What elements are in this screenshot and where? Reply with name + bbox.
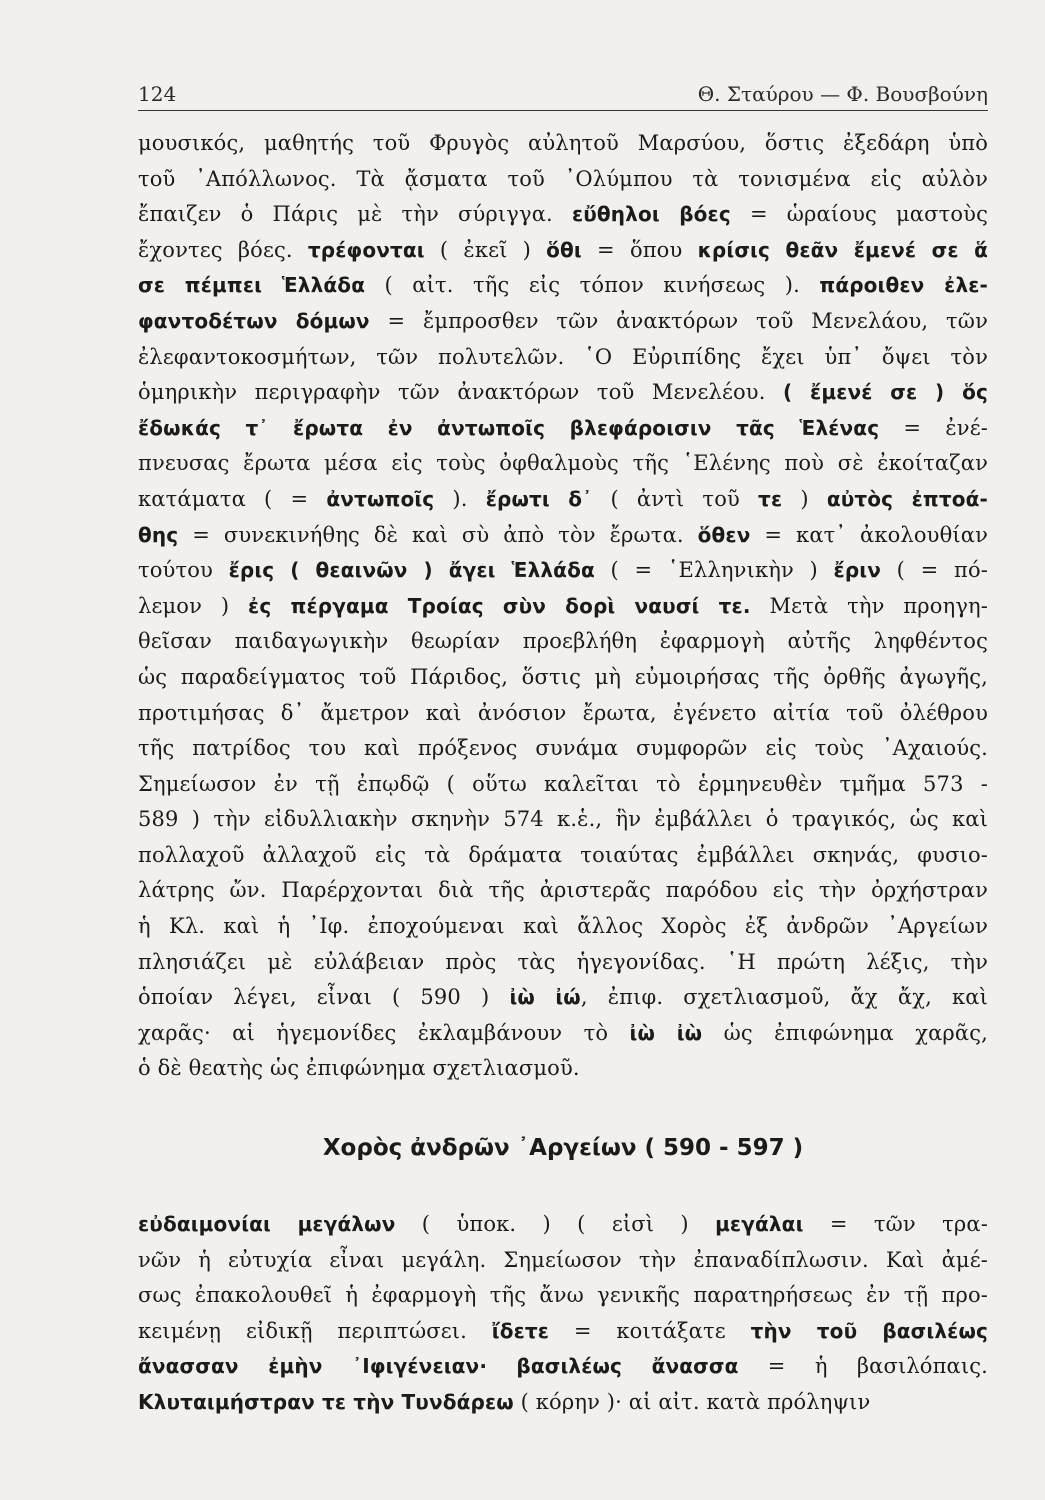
lemma-text: εὐδαιμονίαι μεγάλων	[138, 1212, 396, 1236]
lemma-text: ἔρωτι δ᾿	[485, 486, 593, 511]
gloss-text: ( ἀντὶ τοῦ	[592, 486, 759, 511]
gloss-text: ὁ δὲ θεατὴς ὡς ἐπιφώνημα σχετλιασμοῦ.	[138, 1056, 580, 1081]
lemma-text: ( ἔμενέ σε ) ὅς	[783, 380, 988, 405]
text-line	[138, 446, 988, 482]
gloss-text: κατάματα ( =	[138, 486, 327, 511]
gloss-text: = ὅπου	[581, 237, 698, 262]
text-line	[138, 1051, 988, 1087]
gloss-text: ἔχοντες βόες.	[138, 237, 308, 262]
gloss-text: λάτρης ὤν. Παρέρχονται διὰ τῆς ἀριστερᾶς παρόδου εἰς τὴν ὀρχήστραν	[138, 878, 988, 903]
gloss-text: χαρᾶς· αἱ ἡγεμονίδες ἐκλαμβάνουν τὸ	[138, 1020, 630, 1045]
gloss-text: τούτου	[138, 558, 229, 583]
header-rule	[138, 110, 988, 111]
lemma-text: τε	[758, 486, 783, 511]
text-line	[138, 553, 988, 589]
lemma-text: εὔθηλοι βόες	[571, 202, 731, 227]
lemma-text: ἰὼ ἰὼ	[629, 1020, 703, 1045]
text-line	[138, 909, 988, 945]
gloss-text: ( = ῾Ελληνικὴν )	[594, 558, 834, 583]
gloss-text: μουσικός, μαθητής τοῦ Φρυγὸς αὐλητοῦ Μαρσύου, ὅστις ἐξεδάρη ὑπὸ	[138, 131, 988, 155]
gloss-text: ἡ Κλ. καὶ ἡ ᾿Ιφ. ἐποχούμεναι καὶ ἄλλος Χορὸς ἐξ ἀνδρῶν ᾿Αργείων	[138, 914, 988, 939]
section-title: Χορὸς ἀνδρῶν ᾿Αργείων ( 590 - 597 )	[322, 1135, 804, 1161]
gloss-text: = κοιτάξατε	[549, 1318, 751, 1343]
gloss-text: προτιμήσας δ᾿ ἄμετρον καὶ ἀνόσιον ἔρωτα, ἐγένετο αἰτία τοῦ ὀλέθρου	[138, 700, 988, 725]
text-line	[138, 162, 988, 198]
lemma-text: Κλυταιμήστραν τε τὴν Τυνδάρεω	[138, 1389, 514, 1414]
lemma-text: ἄνασσαν ἐμὴν ᾿Ιφιγένειαν·	[138, 1354, 488, 1379]
gloss-text: = κατ᾿ ἀκολουθίαν	[750, 522, 988, 547]
text-line	[138, 411, 988, 447]
gloss-text: ( ἐκεῖ )	[424, 237, 547, 262]
gloss-text: = ἔμπροσθεν τῶν ἀνακτόρων τοῦ Μενελάου, τῶν	[369, 308, 988, 333]
text-line	[138, 304, 988, 340]
text-line	[138, 268, 988, 304]
lemma-text: βασιλέως ἄνασσα	[516, 1354, 739, 1379]
gloss-text: = τῶν τρα-	[803, 1212, 988, 1236]
gloss-text: , ἐπιφ. σχετλιασμοῦ, ἄχ ἄχ, καὶ	[580, 985, 988, 1010]
text-line	[138, 980, 988, 1016]
lemma-text: ἔρις ( θεαινῶν ) ἄγει Ἑλλάδα	[228, 558, 595, 583]
text-line	[138, 1016, 988, 1052]
gloss-text: πνευσας ἔρωτα μέσα εἰς τοὺς ὀφθαλμοὺς τῆς ῾Ελένης ποὺ σὲ ἐκοίταζαν	[138, 451, 988, 476]
gloss-text: τῆς πατρίδος του καὶ πρόξενος συνάμα συμφορῶν εἰς τοὺς ᾿Αχαιούς.	[138, 736, 988, 761]
text-line	[138, 838, 988, 874]
gloss-text: θεῖσαν παιδαγωγικὴν θεωρίαν προεβλήθη ἐφαρμογὴ αὐτῆς ληφθέντος	[138, 629, 988, 654]
lemma-text: τὴν τοῦ βασιλέως	[750, 1318, 988, 1343]
gloss-text: ἔπαιζεν ὁ Πάρις μὲ τὴν σύριγγα.	[138, 202, 572, 227]
lemma-text: ἴδετε	[491, 1318, 550, 1343]
page-header	[138, 72, 988, 106]
lemma-text: πάροιθεν ἐλε-	[819, 273, 988, 298]
gloss-text: ὁποίαν λέγει, εἶναι ( 590 )	[138, 985, 510, 1010]
text-line	[138, 873, 988, 909]
gloss-text: νῶν ἡ εὐτυχία εἶναι μεγάλη. Σημείωσον τὴν ἐπαναδίπλωσιν. Καὶ ἀμέ-	[138, 1247, 988, 1272]
text-line	[138, 624, 988, 660]
lemma-text: ἀντωποῖς	[326, 486, 435, 511]
gloss-text: ( αἰτ. τῆς εἰς τόπον κινήσεως ).	[365, 273, 820, 298]
gloss-text: ( ὑποκ. ) ( εἰσὶ )	[395, 1212, 716, 1236]
gloss-text	[487, 1354, 516, 1378]
gloss-text: τοῦ ᾿Απόλλωνος. Τὰ ᾄσματα τοῦ ᾿Ολύμπου τὰ τονισμένα εἰς αὐλὸν	[138, 166, 988, 191]
text-line	[138, 126, 988, 162]
lemma-text: ἔδωκάς τ᾿ ἔρωτα ἐν ἀντωποῖς βλεφάροισιν τᾶς Ἑλένας	[138, 415, 880, 440]
text-line	[138, 518, 988, 554]
text-line	[138, 767, 988, 803]
lemma-text: θης	[138, 522, 179, 547]
text-line	[138, 375, 988, 411]
lemma-text: μεγάλαι	[715, 1212, 804, 1236]
gloss-text: = ἡ βασιλόπαις.	[738, 1354, 988, 1379]
text-line	[138, 945, 988, 981]
gloss-text: ).	[434, 486, 486, 511]
gloss-text: κειμένῃ εἰδικῇ περιπτώσει.	[138, 1318, 492, 1343]
text-line	[138, 197, 988, 233]
lemma-text: σε πέμπει Ἑλλάδα	[138, 273, 366, 298]
gloss-text: λεμον )	[138, 593, 249, 618]
text-line	[138, 589, 988, 625]
gloss-text: ὁμηρικὴν περιγραφὴν τῶν ἀνακτόρων τοῦ Μενελέου.	[138, 380, 783, 405]
text-line	[138, 1314, 988, 1350]
lemma-text: ὅθεν	[697, 522, 751, 547]
lemma-text: τρέφονται	[307, 237, 425, 262]
lemma-text: ἔριν	[833, 558, 881, 583]
gloss-text: ἐλεφαντοκοσμήτων, τῶν πολυτελῶν. ῾Ο Εὐριπίδης ἔχει ὑπ᾿ ὄψει τὸν	[138, 344, 988, 369]
gloss-text: ( κόρην )· αἱ αἰτ. κατὰ πρόληψιν	[513, 1389, 871, 1414]
gloss-text: ( = πό-	[881, 558, 988, 583]
text-line	[138, 1385, 988, 1421]
lemma-text: φαντοδέτων δόμων	[138, 308, 370, 333]
gloss-text: Σημείωσον ἐν τῇ ἐπῳδῷ ( οὕτω καλεῖται τὸ ἑρμηνευθὲν τμῆμα 573 -	[138, 771, 988, 796]
lemma-text: αὐτὸς ἐπτοά-	[826, 486, 988, 511]
gloss-text: = ἐνέ-	[879, 415, 988, 440]
gloss-text: = ὡραίους μαστοὺς	[730, 202, 988, 227]
gloss-text: )	[782, 486, 827, 511]
running-title: Θ. Σταύρου — Φ. Βουσβούνη	[697, 82, 988, 106]
commentary-paragraph-1	[138, 126, 988, 1087]
text-line	[138, 696, 988, 732]
gloss-text: ὡς παραδείγματος τοῦ Πάριδος, ὅστις μὴ εὐμοιρήσας τῆς ὀρθῆς ἀγωγῆς,	[138, 664, 988, 689]
lemma-text: ἐς πέργαμα Τροίας σὺν δορὶ ναυσί τε.	[248, 593, 751, 618]
gloss-text: ὡς ἐπιφώνημα χαρᾶς,	[702, 1020, 988, 1045]
page-number: 124	[138, 82, 177, 106]
text-line	[138, 802, 988, 838]
text-line	[138, 660, 988, 696]
text-line	[138, 233, 988, 269]
gloss-text: σως ἐπακολουθεῖ ἡ ἐφαρμογὴ τῆς ἄνω γενικῆς παρατηρήσεως ἐν τῇ προ-	[138, 1283, 988, 1308]
lemma-text: κρίσις θεᾶν ἔμενέ σε ἅ	[697, 237, 988, 262]
text-line	[138, 731, 988, 767]
lemma-text: ὅθι	[546, 237, 582, 262]
commentary-paragraph-2	[138, 1207, 988, 1421]
gloss-text: Μετὰ τὴν προηγη-	[750, 593, 988, 618]
text-line	[138, 340, 988, 376]
text-line	[138, 482, 988, 518]
text-line	[138, 1349, 988, 1385]
gloss-text: πλησιάζει μὲ εὐλάβειαν πρὸς τὰς ἡγεγονίδας. ῾Η πρώτη λέξις, τὴν	[138, 949, 988, 974]
gloss-text: = συνεκινήθης δὲ καὶ σὺ ἀπὸ τὸν ἔρωτα.	[178, 522, 698, 547]
text-line	[138, 1243, 988, 1279]
lemma-text: ἰὼ ἰώ	[509, 985, 581, 1010]
text-line	[138, 1207, 988, 1243]
text-line	[138, 1278, 988, 1314]
gloss-text: πολλαχοῦ ἀλλαχοῦ εἰς τὰ δράματα τοιαύτας ἐμβάλλει σκηνάς, φυσιο-	[138, 842, 988, 867]
gloss-text: 589 ) τὴν εἰδυλλιακὴν σκηνὴν 574 κ.ἑ., ἣν ἐμβάλλει ὁ τραγικός, ὡς καὶ	[138, 807, 988, 832]
